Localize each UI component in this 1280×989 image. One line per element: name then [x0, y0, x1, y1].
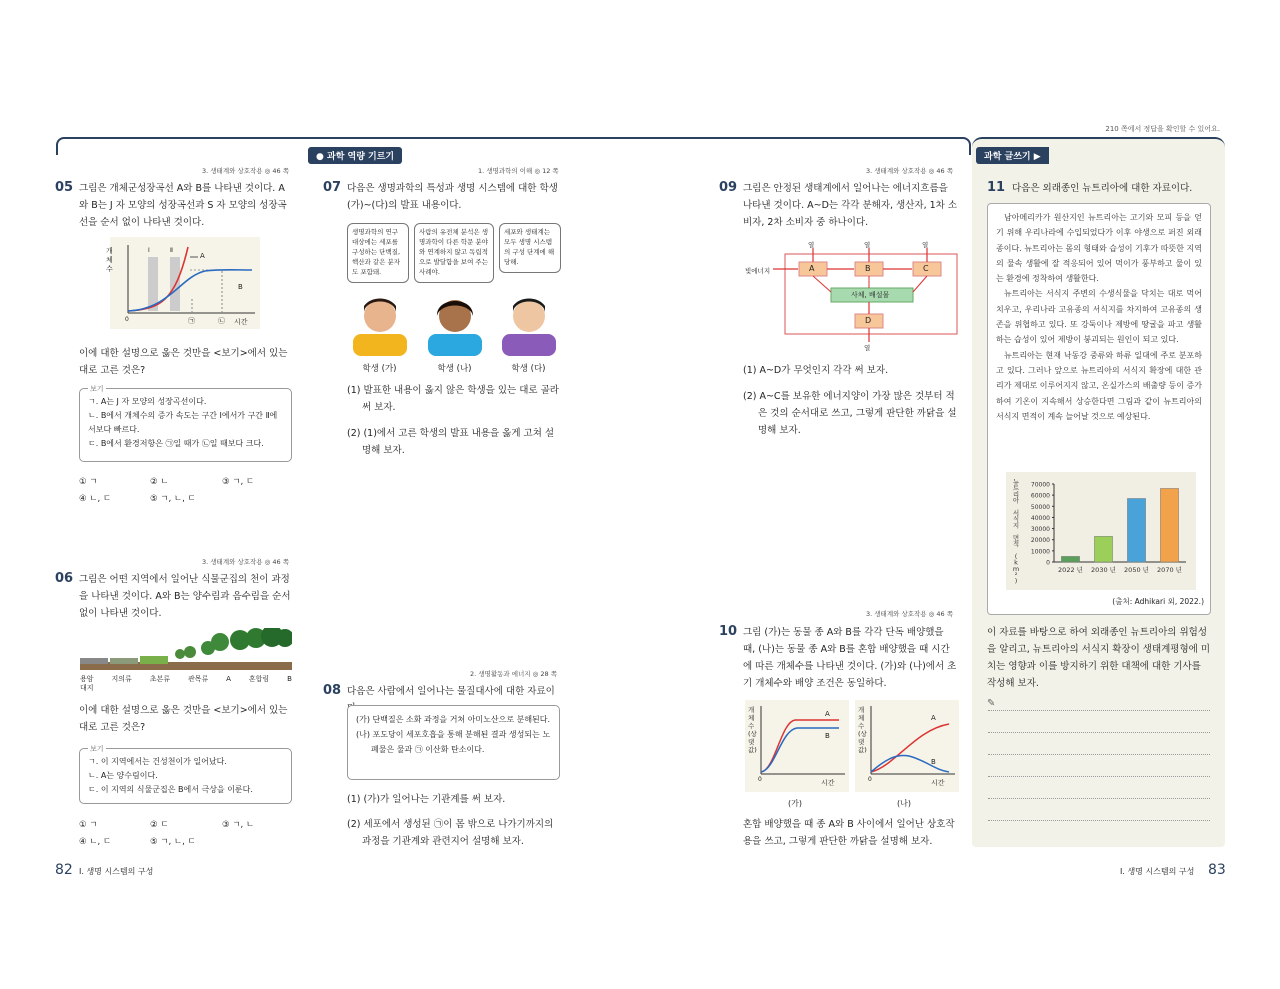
- q07-ref: 1. 생명과학의 이해 ◎ 12 쪽: [478, 167, 559, 175]
- q05-xlabel: 시간: [234, 318, 248, 326]
- q07-text: 다음은 생명과학의 특성과 생명 시스템에 대한 학생 (가)~(다)의 발표 내용이다.: [347, 183, 558, 211]
- student-ga-illustration: [349, 294, 411, 356]
- q05-prompt: 이에 대한 설명으로 옳은 것만을 <보기>에서 있는 대로 고른 것은?: [79, 348, 288, 376]
- q06-item-3: ㄷ. 이 지역의 식물군집은 B에서 극상을 이룬다.: [88, 785, 253, 794]
- graph-na-xlabel: 시간: [931, 779, 945, 787]
- y-axis-label-char: 리: [1012, 490, 1020, 499]
- graph-na-B: B: [931, 758, 936, 766]
- q11-para-3: 뉴트리아는 현재 낙동강 중류와 하류 일대에 주로 분포하고 있다. 그러나 앞으로 뉴트리아의 서식지 확장에 대한 관리가 제대로 이루어지지 않고, 온실가스의 배출량 등이 증가하여 기온이 지속해서 상승한다면 그림과 같이 뉴트리아의 서식지 면적이 계속 늘어날 것으로 예상된다.: [996, 350, 1202, 421]
- label-sunlight: 빛에너지: [745, 267, 771, 275]
- q09-sub2: (2) A~C를 보유한 에너지양이 가장 많은 것부터 적은 것의 순서대로 쓰고, 그렇게 판단한 까닭을 설명해 보자.: [743, 391, 957, 436]
- graph-ga-xlabel: 시간: [821, 779, 835, 787]
- y-tick-label: 10000: [1030, 548, 1050, 556]
- q08-box-ga: (가) 단백질은 소화 과정을 거쳐 아미노산으로 분해된다.: [356, 715, 551, 724]
- y-axis-label-char: ): [1014, 577, 1018, 586]
- q06-choice-5[interactable]: ⑤ ㄱ, ㄴ, ㄷ: [150, 837, 196, 847]
- graph-na-ylabel: 개체수(상댓값): [858, 706, 867, 754]
- q06-choice-1[interactable]: ① ㄱ: [79, 820, 98, 830]
- q11-number: 11: [987, 180, 1006, 195]
- bar-2030 년: [1094, 536, 1112, 562]
- q06-choice-3[interactable]: ③ ㄱ, ㄴ: [222, 820, 255, 830]
- stage-shrub: 관목류: [187, 675, 209, 683]
- answer-line-1[interactable]: [988, 710, 1210, 711]
- q05-item-2: ㄴ. B에서 개체수의 증가 속도는 구간 Ⅰ에서가 구간 Ⅱ에서보다 빠르다.: [88, 411, 278, 434]
- y-axis-label-char: ²: [1014, 571, 1018, 579]
- q05-ylabel: 개체수: [106, 247, 113, 273]
- curve-S: [128, 270, 252, 311]
- q05-text: 그림은 개체군성장곡선 A와 B를 나타낸 것이다. A와 B는 J 자 모양의 성장곡선과 S 자 모양의 성장곡선을 순서 없이 나타낸 것이다.: [79, 183, 287, 228]
- box-label: 보기: [90, 745, 104, 753]
- label-ga: (가): [788, 799, 802, 808]
- q05-number: 05: [55, 180, 74, 195]
- y-tick-label: 50000: [1030, 503, 1050, 511]
- y-axis-label-char: k: [1014, 558, 1018, 567]
- y-tick-label: 0: [1046, 559, 1050, 567]
- label-zero: 0: [125, 316, 129, 323]
- badge-science-competency: ● 과학 역량 기르기: [308, 147, 402, 164]
- q08-box-na: (나) 포도당이 세포호흡을 통해 분해된 결과 생성되는 노폐물은 물과 ㉠ 이산화 탄소이다.: [356, 730, 551, 754]
- answer-line-2[interactable]: [988, 732, 1210, 733]
- label-student-ga: 학생 (가): [362, 364, 397, 374]
- stage-A: A: [226, 675, 231, 683]
- graph-na-zero: 0: [868, 776, 872, 783]
- q08-sub2: (2) 세포에서 생성된 ㉠이 몸 밖으로 나가기까지의 과정을 기관계와 관련지어 설명해 보자.: [347, 819, 554, 847]
- box-label: 보기: [90, 385, 104, 393]
- q06-choice-4[interactable]: ④ ㄴ, ㄷ: [79, 837, 112, 847]
- left-section-title: Ⅰ. 생명 시스템의 구성: [79, 867, 154, 876]
- page-frame: [56, 137, 971, 155]
- y-tick-label: 70000: [1030, 481, 1050, 489]
- q06-prompt: 이에 대한 설명으로 옳은 것만을 <보기>에서 있는 대로 고른 것은?: [79, 705, 288, 733]
- q05-choice-4[interactable]: ④ ㄴ, ㄷ: [79, 494, 112, 504]
- answer-line-5[interactable]: [988, 798, 1210, 799]
- q05-choice-2[interactable]: ② ㄴ: [150, 477, 169, 487]
- q11-task: 이 자료를 바탕으로 하여 외래종인 뉴트리아의 위험성을 알리고, 뉴트리아의 서식지 확장이 생태계평형에 미치는 영향과 이를 방지하기 위한 대책에 대한 기사를 작성해 보자.: [987, 627, 1211, 689]
- label-B: B: [238, 283, 243, 291]
- q10-text: 그림 (가)는 동물 종 A와 B를 각각 단독 배양했을 때, (나)는 동물 종 A와 B를 혼합 배양했을 때 시간에 따른 개체수를 나타낸 것이다. (가)와 (나)에서 초기 개체수와 배양 조건은 동일하다.: [743, 627, 957, 689]
- y-axis-label-char: 적: [1012, 540, 1020, 548]
- graph-ga-zero: 0: [758, 776, 762, 783]
- q06-item-1: ㄱ. 이 지역에서는 건성천이가 일어났다.: [88, 757, 227, 766]
- answer-page-note: 210 쪽에서 정답을 확인할 수 있어요.: [1105, 125, 1220, 133]
- q06-text: 그림은 어떤 지역에서 일어난 식물군집의 천이 과정을 나타낸 것이다. A와 B는 양수림과 음수림을 순서 없이 나타낸 것이다.: [79, 574, 291, 619]
- right-page-number: 83: [1208, 862, 1226, 878]
- q05-item-3: ㄷ. B에서 환경저항은 ㉠일 때가 ㉡일 때보다 크다.: [88, 439, 264, 448]
- bubble-student-ga: 생명과학의 연구 대상에는 세포를 구성하는 단백질, 핵산과 같은 분자도 포함돼.: [347, 223, 409, 283]
- x-tick-label: 2022 년: [1058, 566, 1083, 574]
- q06-number: 06: [55, 571, 74, 586]
- q08-text: 다음은 사람에서 일어나는 물질대사에 대한 자료이: [347, 686, 555, 697]
- q10-number: 10: [719, 624, 738, 639]
- bubble-student-da: 세포와 생태계는 모두 생명 시스템의 구성 단계에 해당해.: [499, 223, 561, 273]
- q05-box: [79, 385, 292, 462]
- label-A: A: [200, 252, 205, 260]
- y-axis-label-char: 식: [1012, 515, 1020, 524]
- bar-2022 년: [1061, 556, 1079, 562]
- graph-na: [855, 700, 959, 792]
- succession-illustration: [80, 628, 292, 672]
- q09-sub1: (1) A~D가 무엇인지 각각 써 보자.: [743, 365, 889, 376]
- right-section-title: Ⅰ. 생명 시스템의 구성: [1120, 867, 1195, 876]
- y-tick-label: 60000: [1030, 492, 1050, 500]
- q07-sub2: (2) (1)에서 고른 학생의 발표 내용을 옳게 고쳐 설명해 보자.: [347, 428, 555, 456]
- graph-ga-ylabel: 개체수(상댓값): [748, 706, 757, 754]
- q06-box: [79, 745, 292, 804]
- q10-prompt: 혼합 배양했을 때 종 A와 B 사이에서 일어난 상호작용을 쓰고, 그렇게 판단한 까닭을 설명해 보자.: [743, 819, 955, 847]
- y-axis-label-char: 서: [1012, 509, 1020, 517]
- y-tick-label: 30000: [1030, 526, 1050, 534]
- x-tick-label: 2070 년: [1157, 566, 1182, 574]
- y-tick-label: 20000: [1030, 537, 1050, 545]
- q05-item-1: ㄱ. A는 J 자 모양의 성장곡선이다.: [88, 397, 207, 406]
- label-heat-1: 열: [808, 241, 815, 249]
- answer-line-6[interactable]: [988, 820, 1210, 821]
- q11-article-box: [987, 203, 1211, 615]
- q05-choice-3[interactable]: ③ ㄱ, ㄷ: [222, 477, 255, 487]
- node-B: B: [865, 264, 871, 273]
- bar-2050 년: [1127, 498, 1145, 562]
- q11-para-1: 남아메리카가 원산지인 뉴트리아는 고기와 모피 등을 얻기 위해 우리나라에 수입되었다가 이후 야생으로 퍼진 외래종이다. 뉴트리아는 몸의 형태와 습성이 기후가 따뜻한 지역의 물속 생활에 잘 적응되어 있어 먹이가 풍부하고 물이 있는 환경에 정착하여 생활한다.: [996, 213, 1202, 284]
- node-A: A: [809, 264, 815, 273]
- q05-choice-1[interactable]: ① ㄱ: [79, 477, 98, 487]
- label-student-na: 학생 (나): [437, 364, 472, 374]
- stage-mixed: 혼합림: [248, 675, 270, 683]
- label-heat-3: 열: [922, 241, 929, 249]
- label-t2: ㉡: [218, 317, 225, 325]
- label-student-da: 학생 (다): [511, 364, 546, 374]
- q08-sub1: (1) (가)가 일어나는 기관계를 써 보자.: [347, 794, 506, 805]
- node-dead-matter: 사체, 배설물: [851, 291, 890, 299]
- label-heat-4: 열: [864, 344, 871, 352]
- label-II: Ⅱ: [170, 247, 173, 254]
- node-D: D: [865, 316, 872, 325]
- y-axis-label-char: 아: [1012, 496, 1020, 505]
- q11-title: 다음은 외래종인 뉴트리아에 대한 자료이다.: [1012, 183, 1193, 194]
- y-axis-label-char: 트: [1012, 484, 1020, 493]
- x-tick-label: 2050 년: [1124, 566, 1149, 574]
- succession-figure: [80, 628, 292, 694]
- y-axis-label-char: m: [1012, 564, 1020, 573]
- q06-choice-2[interactable]: ② ㄷ: [150, 820, 169, 830]
- q09-text: 그림은 안정된 생태계에서 일어나는 에너지흐름을 나타낸 것이다. A~D는 각각 분해자, 생산자, 1차 소비자, 2차 소비자 중 하나이다.: [743, 183, 958, 228]
- q07-number: 07: [323, 180, 342, 195]
- bubble-student-na: 사람의 유전체 분석은 생명과학이 다른 학문 분야와 연계하지 않고 독립적으로 발달함을 보여 주는 사례야.: [414, 223, 494, 283]
- stage-lava: 용암 대지: [80, 675, 94, 692]
- label-I: Ⅰ: [148, 247, 150, 254]
- answer-line-3[interactable]: [988, 754, 1210, 755]
- stage-lichen: 지의류: [111, 675, 132, 683]
- q05-choice-5[interactable]: ⑤ ㄱ, ㄴ, ㄷ: [150, 494, 196, 504]
- y-axis-label-char: 지: [1012, 521, 1020, 530]
- y-axis-label-char: (: [1014, 552, 1018, 561]
- label-na: (나): [897, 799, 911, 808]
- student-da-illustration: [498, 294, 560, 356]
- left-page-number: 82: [55, 862, 73, 878]
- badge-science-writing: 과학 글쓰기 ▶: [976, 147, 1049, 164]
- energy-flow-diagram: [743, 240, 961, 355]
- q11-source: (출처: Adhikari 외, 2022.): [1112, 597, 1204, 606]
- q08-ref: 2. 생명활동과 에너지 ◎ 28 쪽: [470, 670, 557, 678]
- q09-ref: 3. 생태계와 상호작용 ◎ 46 쪽: [866, 167, 953, 175]
- q10-ref: 3. 생태계와 상호작용 ◎ 46 쪽: [866, 610, 953, 618]
- pencil-icon: ✎: [987, 698, 996, 709]
- nutria-chart: [1006, 472, 1196, 590]
- graph-ga: [745, 700, 849, 792]
- graph-na-A: A: [931, 714, 936, 722]
- q11-para-2: 뉴트리아는 서식지 주변의 수생식물을 닥치는 대로 먹어 치우고, 우리나라 고유종의 서식지를 차지하여 고유종의 생존을 위협하고 있다. 또 강둑이나 제방에 땅굴을 파고 생활하는 습성이 있어 제방이 붕괴되는 원인이 되고 있다.: [996, 289, 1202, 345]
- q07-sub1: (1) 발표한 내용이 옳지 않은 학생을 있는 대로 골라 써 보자.: [347, 385, 559, 413]
- q08-number: 08: [323, 683, 342, 698]
- q05-graph: [106, 237, 260, 329]
- stage-B: B: [287, 675, 292, 683]
- y-axis-label-char: 면: [1012, 533, 1020, 542]
- graph-ga-B: B: [825, 732, 830, 740]
- bar-2070 년: [1160, 488, 1178, 562]
- label-t1: ㉠: [188, 317, 195, 325]
- nutria-chart-svg: [1006, 472, 1196, 590]
- answer-line-4[interactable]: [988, 776, 1210, 777]
- q06-item-2: ㄴ. A는 양수림이다.: [88, 771, 158, 780]
- label-heat-2: 열: [864, 241, 871, 249]
- stage-herb: 초본류: [149, 675, 170, 683]
- q06-ref: 3. 생태계와 상호작용 ◎ 46 쪽: [202, 558, 289, 566]
- student-na-illustration: [424, 294, 486, 356]
- node-C: C: [923, 264, 929, 273]
- y-axis-label-char: 뉴: [1012, 478, 1020, 486]
- graph-ga-A: A: [825, 710, 830, 718]
- q05-ref: 3. 생태계와 상호작용 ◎ 46 쪽: [202, 167, 289, 175]
- y-tick-label: 40000: [1030, 514, 1050, 522]
- x-tick-label: 2030 년: [1091, 566, 1116, 574]
- q08-box: [347, 705, 560, 780]
- q09-number: 09: [719, 180, 738, 195]
